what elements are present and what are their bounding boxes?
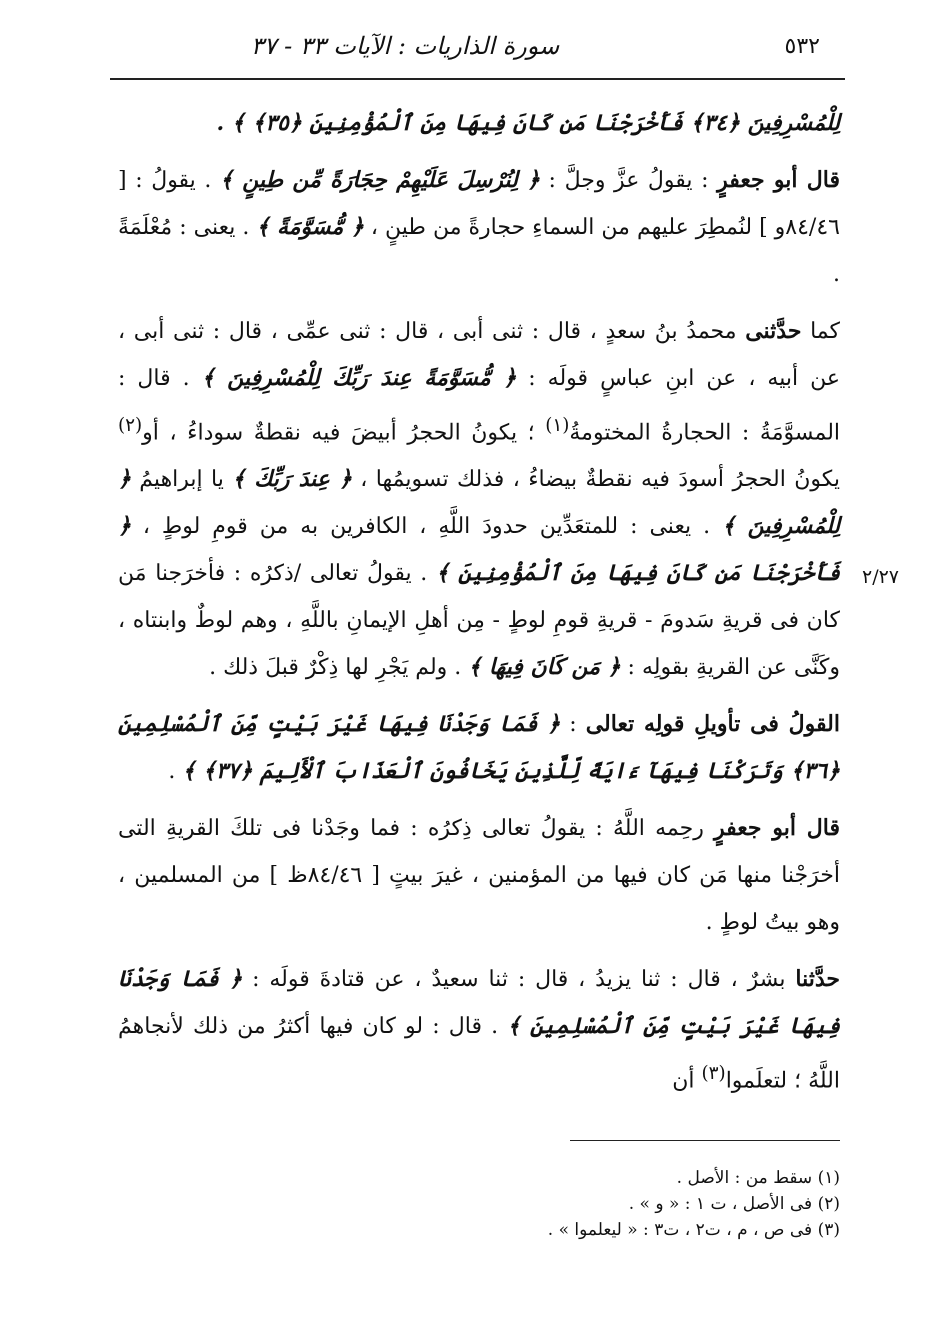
- text-run: رحِمه اللَّهُ : يقولُ تعالى ذِكرُه : فما وجَدْنا فى تلكَ القريةِ التى أخرَجْنا منها مَن كان فيها من المؤمنين ، غيرَ بيتٍ [ ٨٤/٤٦ظ ] من المسلمين ، وهو بيتُ لوطٍ .: [118, 816, 840, 936]
- bold-lead: حدَّثنى: [745, 318, 802, 344]
- margin-note: ٢/٢٧: [862, 566, 900, 588]
- text-run: .: [168, 759, 183, 785]
- running-title: سورة الذاريات : الآيات ٣٣ - ٣٧: [250, 32, 560, 60]
- text-run: : يقولُ عزَّ وجلَّ :: [539, 168, 718, 193]
- page-number: ٥٣٢: [784, 34, 820, 59]
- footnote-ref: (٢): [118, 415, 143, 436]
- main-text: [118, 100, 840, 1115]
- footnotes: [118, 1165, 840, 1243]
- footnote: (٣) فى ص ، م ، ت٢ ، ت٣ : « ليعلموا » .: [547, 1220, 840, 1240]
- footnote: (١) سقط من : الأصل .: [676, 1168, 840, 1188]
- paragraph: [118, 701, 840, 795]
- text-run: . يقولُ : [ ٨٤/٤٦و ] لنُمطِرَ عليهم من السماءِ حجارةً من طينٍ ،: [118, 168, 840, 240]
- text-run: يا إبراهيمُ: [130, 467, 233, 493]
- text-run: يكونُ الحجرُ أسودَ فيه نقطةٌ بيضاءُ ، فذلك تسويمُها ،: [351, 467, 840, 493]
- text-run: أن: [672, 1068, 702, 1094]
- footnote: (٢) فى الأصل ، ت ١ : « و » .: [628, 1194, 840, 1214]
- quran-quote: ﴿ مَن كَانَ فِيهَا ﴾: [468, 654, 621, 681]
- quran-quote: ﴿ لِنُرْسِلَ عَلَيْهِمْ حِجَارَةً مِّن طِينٍ ﴾: [220, 167, 540, 193]
- text-run: محمدُ بنُ سعدٍ ، قال : ثنى أبى ، قال : ثنى عمِّى ، قال : ثنى أبى ، عن أبيه ، عن ابنِ عباسٍ قولَه :: [118, 319, 840, 391]
- text-run: . ولم يَجْرِ لها ذِكْرٌ قبلَ ذلك .: [209, 655, 469, 681]
- paragraph: [118, 157, 840, 298]
- quran-quote: ﴿ فَأَخْرَجْنَا مَن كَانَ فِيهَا مِنَ ٱلْمُؤْمِنِينَ ﴾: [118, 513, 840, 587]
- quran-quote: ﴿ مُّسَوَّمَةً عِندَ رَبِّكَ لِلْمُسْرِفِينَ ﴾: [201, 365, 517, 391]
- text-run: :: [560, 712, 586, 738]
- text-run: . قال : لو كان فيها أكثرُ من ذلك لأنجاهمُ اللَّهُ ؛ لتعلَموا: [118, 1014, 840, 1094]
- quran-quote: لِلْمُسْرِفِينَ ﴿٣٤﴾ فَأَخْرَجْنَا مَن كَانَ فِيهَا مِنَ ٱلْمُؤْمِنِينَ ﴿٣٥﴾ ﴾ .: [216, 110, 840, 136]
- text-run: . قال : المسوَّمَةُ : الحجارةُ المختومةُ: [118, 366, 841, 446]
- quran-quote: ﴿ لِلْمُسْرِفِينَ ﴾: [118, 466, 841, 540]
- quran-quote: ﴿ مُّسَوَّمَةً ﴾: [256, 214, 364, 240]
- paragraph: [118, 308, 840, 691]
- quran-quote: ﴿ فَمَا وَجَدْنَا فِيهَا غَيْرَ بَيْتٍ مِّنَ ٱلْمُسْلِمِينَ ﴾: [118, 966, 841, 1040]
- bold-lead: قال أبو جعفرٍ: [717, 167, 840, 193]
- paragraph: [118, 100, 840, 147]
- quran-quote: ﴿ فَمَا وَجَدْنَا فِيهَا غَيْرَ بَيْتٍ مِّنَ ٱلْمُسْلِمِينَ ﴿٣٦﴾ وَتَرَكْنَا فِيهَآ ءَايَةً لِّلَّذِينَ يَخَافُونَ ٱلْعَذَابَ ٱلْأَلِيمَ ﴿٣٧﴾ ﴾: [118, 711, 840, 785]
- text-run: . يقولُ تعالى /ذكرُه : فأخرَجنا مَن كان فى قريةِ سَدومَ - قريةِ قومِ لوطٍ - مِن أهلِ الإيمانِ باللَّهِ ، وهم لوطٌ وابنتاه ، وكَنَّى عن القريةِ بقولِه :: [118, 561, 840, 681]
- bold-lead: حدَّثنا: [795, 966, 840, 993]
- quran-quote: ﴿ عِندَ رَبِّكَ ﴾: [232, 466, 352, 493]
- footnote-ref: (٣): [701, 1063, 726, 1085]
- text-run: . يعنى : للمتعَدِّين حدودَ اللَّهِ ، الكافرين به من قومِ لوطٍ ،: [130, 514, 723, 540]
- footnote-ref: (١): [545, 415, 570, 436]
- text-run: بشرٌ ، قال : ثنا يزيدُ ، قال : ثنا سعيدٌ ، عن قتادةَ قولَه :: [242, 967, 796, 993]
- footnote-rule: [570, 1140, 840, 1141]
- text-run: ؛ يكونُ الحجرُ أبيضَ فيه نقطةٌ سوداءُ ، أو: [142, 420, 546, 446]
- bold-lead: القولُ فى تأويلِ قولِه تعالى: [585, 711, 840, 738]
- paragraph: [118, 956, 840, 1104]
- header-rule: [110, 78, 845, 80]
- text-run: . يعنى : مُعْلَمَةً .: [118, 215, 840, 287]
- paragraph: [118, 805, 840, 946]
- page-header: [110, 30, 820, 70]
- text-run: كما: [801, 319, 840, 344]
- bold-lead: قال أبو جعفرٍ: [714, 815, 841, 842]
